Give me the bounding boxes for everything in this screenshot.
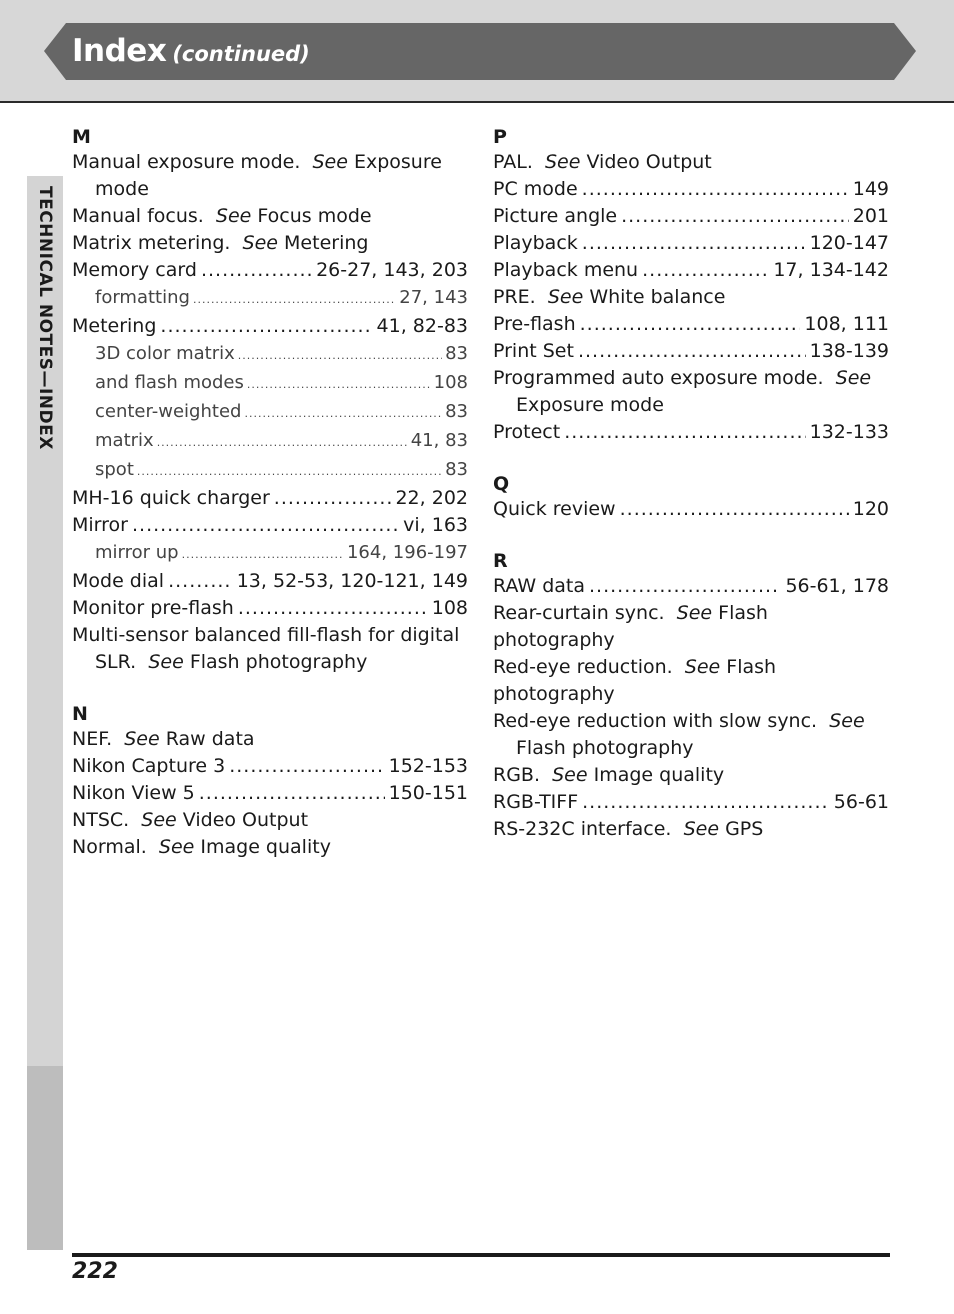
index-entry: MH-16 quick charger ..... 22, 202 — [72, 485, 468, 512]
index-entry: PC mode ..... 149 — [493, 176, 889, 203]
index-column-right — [493, 122, 889, 843]
index-entry: Quick review ..... 120 — [493, 496, 889, 523]
index-entry: Matrix metering. See Metering — [72, 232, 369, 254]
title-main: Index — [72, 33, 167, 69]
index-entry: PRE. See White balance — [493, 286, 726, 308]
index-entry: Multi-sensor balanced fill-flash for digital SLR. See Flash photography — [72, 624, 460, 673]
index-subentry: center-weighted ..... 83 — [72, 398, 468, 427]
index-entry: Metering ..... 41, 82-83 — [72, 313, 468, 340]
index-entry: Manual focus. See Focus mode — [72, 205, 372, 227]
index-entry: Normal. See Image quality — [72, 836, 331, 858]
index-entry: Protect ..... 132-133 — [493, 419, 889, 446]
index-entry: Playback ..... 120-147 — [493, 230, 889, 257]
index-entry: Picture angle ..... 201 — [493, 203, 889, 230]
section-letter-n: N — [72, 703, 88, 725]
index-entry: RGB. See Image quality — [493, 764, 725, 786]
index-entry: RAW data ..... 56-61, 178 — [493, 573, 889, 600]
index-entry: Programmed auto exposure mode. See Exposure mode — [493, 367, 872, 416]
index-entry: Playback menu ..... 17, 134-142 — [493, 257, 889, 284]
side-tab-marker — [27, 1066, 63, 1250]
index-entry: NEF. See Raw data — [72, 728, 255, 750]
index-entry: Nikon View 5 ..... 150-151 — [72, 780, 468, 807]
index-column-left — [72, 122, 468, 861]
index-entry: RGB-TIFF ..... 56-61 — [493, 789, 889, 816]
index-entry: RS-232C interface. See GPS — [493, 818, 764, 840]
index-subentry: 3D color matrix ..... 83 — [72, 340, 468, 369]
index-entry: Print Set ..... 138-139 — [493, 338, 889, 365]
index-entry: Pre-flash ..... 108, 111 — [493, 311, 889, 338]
section-letter-q: Q — [493, 473, 510, 495]
page-number: 222 — [72, 1259, 118, 1284]
index-subentry: and flash modes ..... 108 — [72, 369, 468, 398]
index-entry: PAL. See Video Output — [493, 151, 712, 173]
index-subentry: mirror up ..... 164, 196-197 — [72, 539, 468, 568]
index-entry: Red-eye reduction. See Flash photography — [493, 656, 777, 705]
index-subentry: spot ..... 83 — [72, 456, 468, 485]
side-tab-label: TECHNICAL NOTES—INDEX — [35, 186, 55, 450]
footer-rule — [72, 1253, 890, 1257]
page-title — [72, 26, 310, 76]
index-entry: Monitor pre-flash ..... 108 — [72, 595, 468, 622]
index-entry: Nikon Capture 3 ..... 152-153 — [72, 753, 468, 780]
index-subentry: matrix ..... 41, 83 — [72, 427, 468, 456]
section-letter-r: R — [493, 550, 508, 572]
section-letter-p: P — [493, 126, 507, 148]
index-entry: Mode dial ..... 13, 52-53, 120-121, 149 — [72, 568, 468, 595]
index-entry: Manual exposure mode. See Exposure mode — [72, 151, 442, 200]
index-subentry: formatting ..... 27, 143 — [72, 284, 468, 313]
index-entry: Red-eye reduction with slow sync. See Flash photography — [493, 710, 865, 759]
index-entry: Memory card ..... 26-27, 143, 203 — [72, 257, 468, 284]
section-letter-m: M — [72, 126, 91, 148]
index-entry: Rear-curtain sync. See Flash photography — [493, 602, 768, 651]
index-entry: NTSC. See Video Output — [72, 809, 309, 831]
title-subtitle: (continued) — [172, 42, 310, 66]
index-entry: Mirror ..... vi, 163 — [72, 512, 468, 539]
